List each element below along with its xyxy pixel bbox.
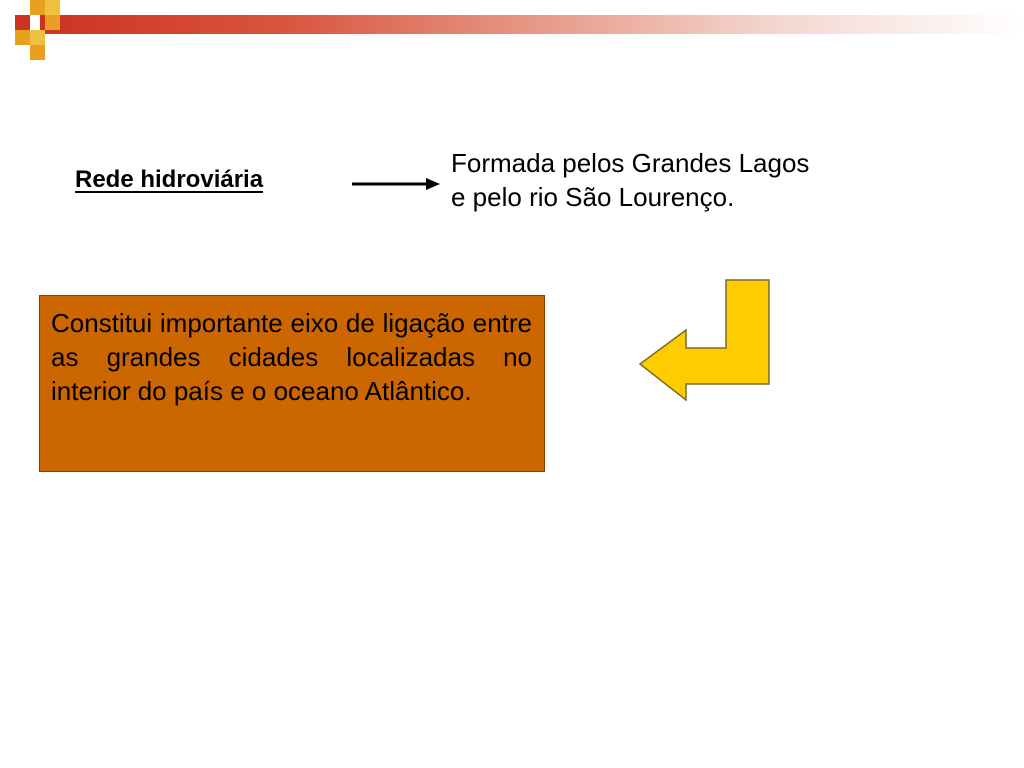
definition-line: Formada pelos Grandes Lagos (451, 148, 810, 178)
description-text: Constitui importante eixo de ligação entre as grandes cidades localizadas no interior do país e o oceano Atlântico. (51, 308, 532, 406)
definition-text (451, 146, 951, 214)
arrow-right-icon (350, 174, 442, 194)
decorative-square (30, 45, 45, 60)
decorative-square (15, 15, 30, 30)
decorative-square (30, 30, 45, 45)
decorative-square (45, 15, 60, 30)
decorative-square (45, 0, 60, 15)
slide-title: Rede hidroviária (75, 166, 264, 193)
decorative-square (15, 30, 30, 45)
decorative-square (30, 0, 45, 15)
description-box (39, 295, 545, 472)
bent-arrow-icon (638, 278, 772, 404)
decorative-header-bar (40, 15, 1024, 34)
definition-line: e pelo rio São Lourenço. (451, 182, 735, 212)
